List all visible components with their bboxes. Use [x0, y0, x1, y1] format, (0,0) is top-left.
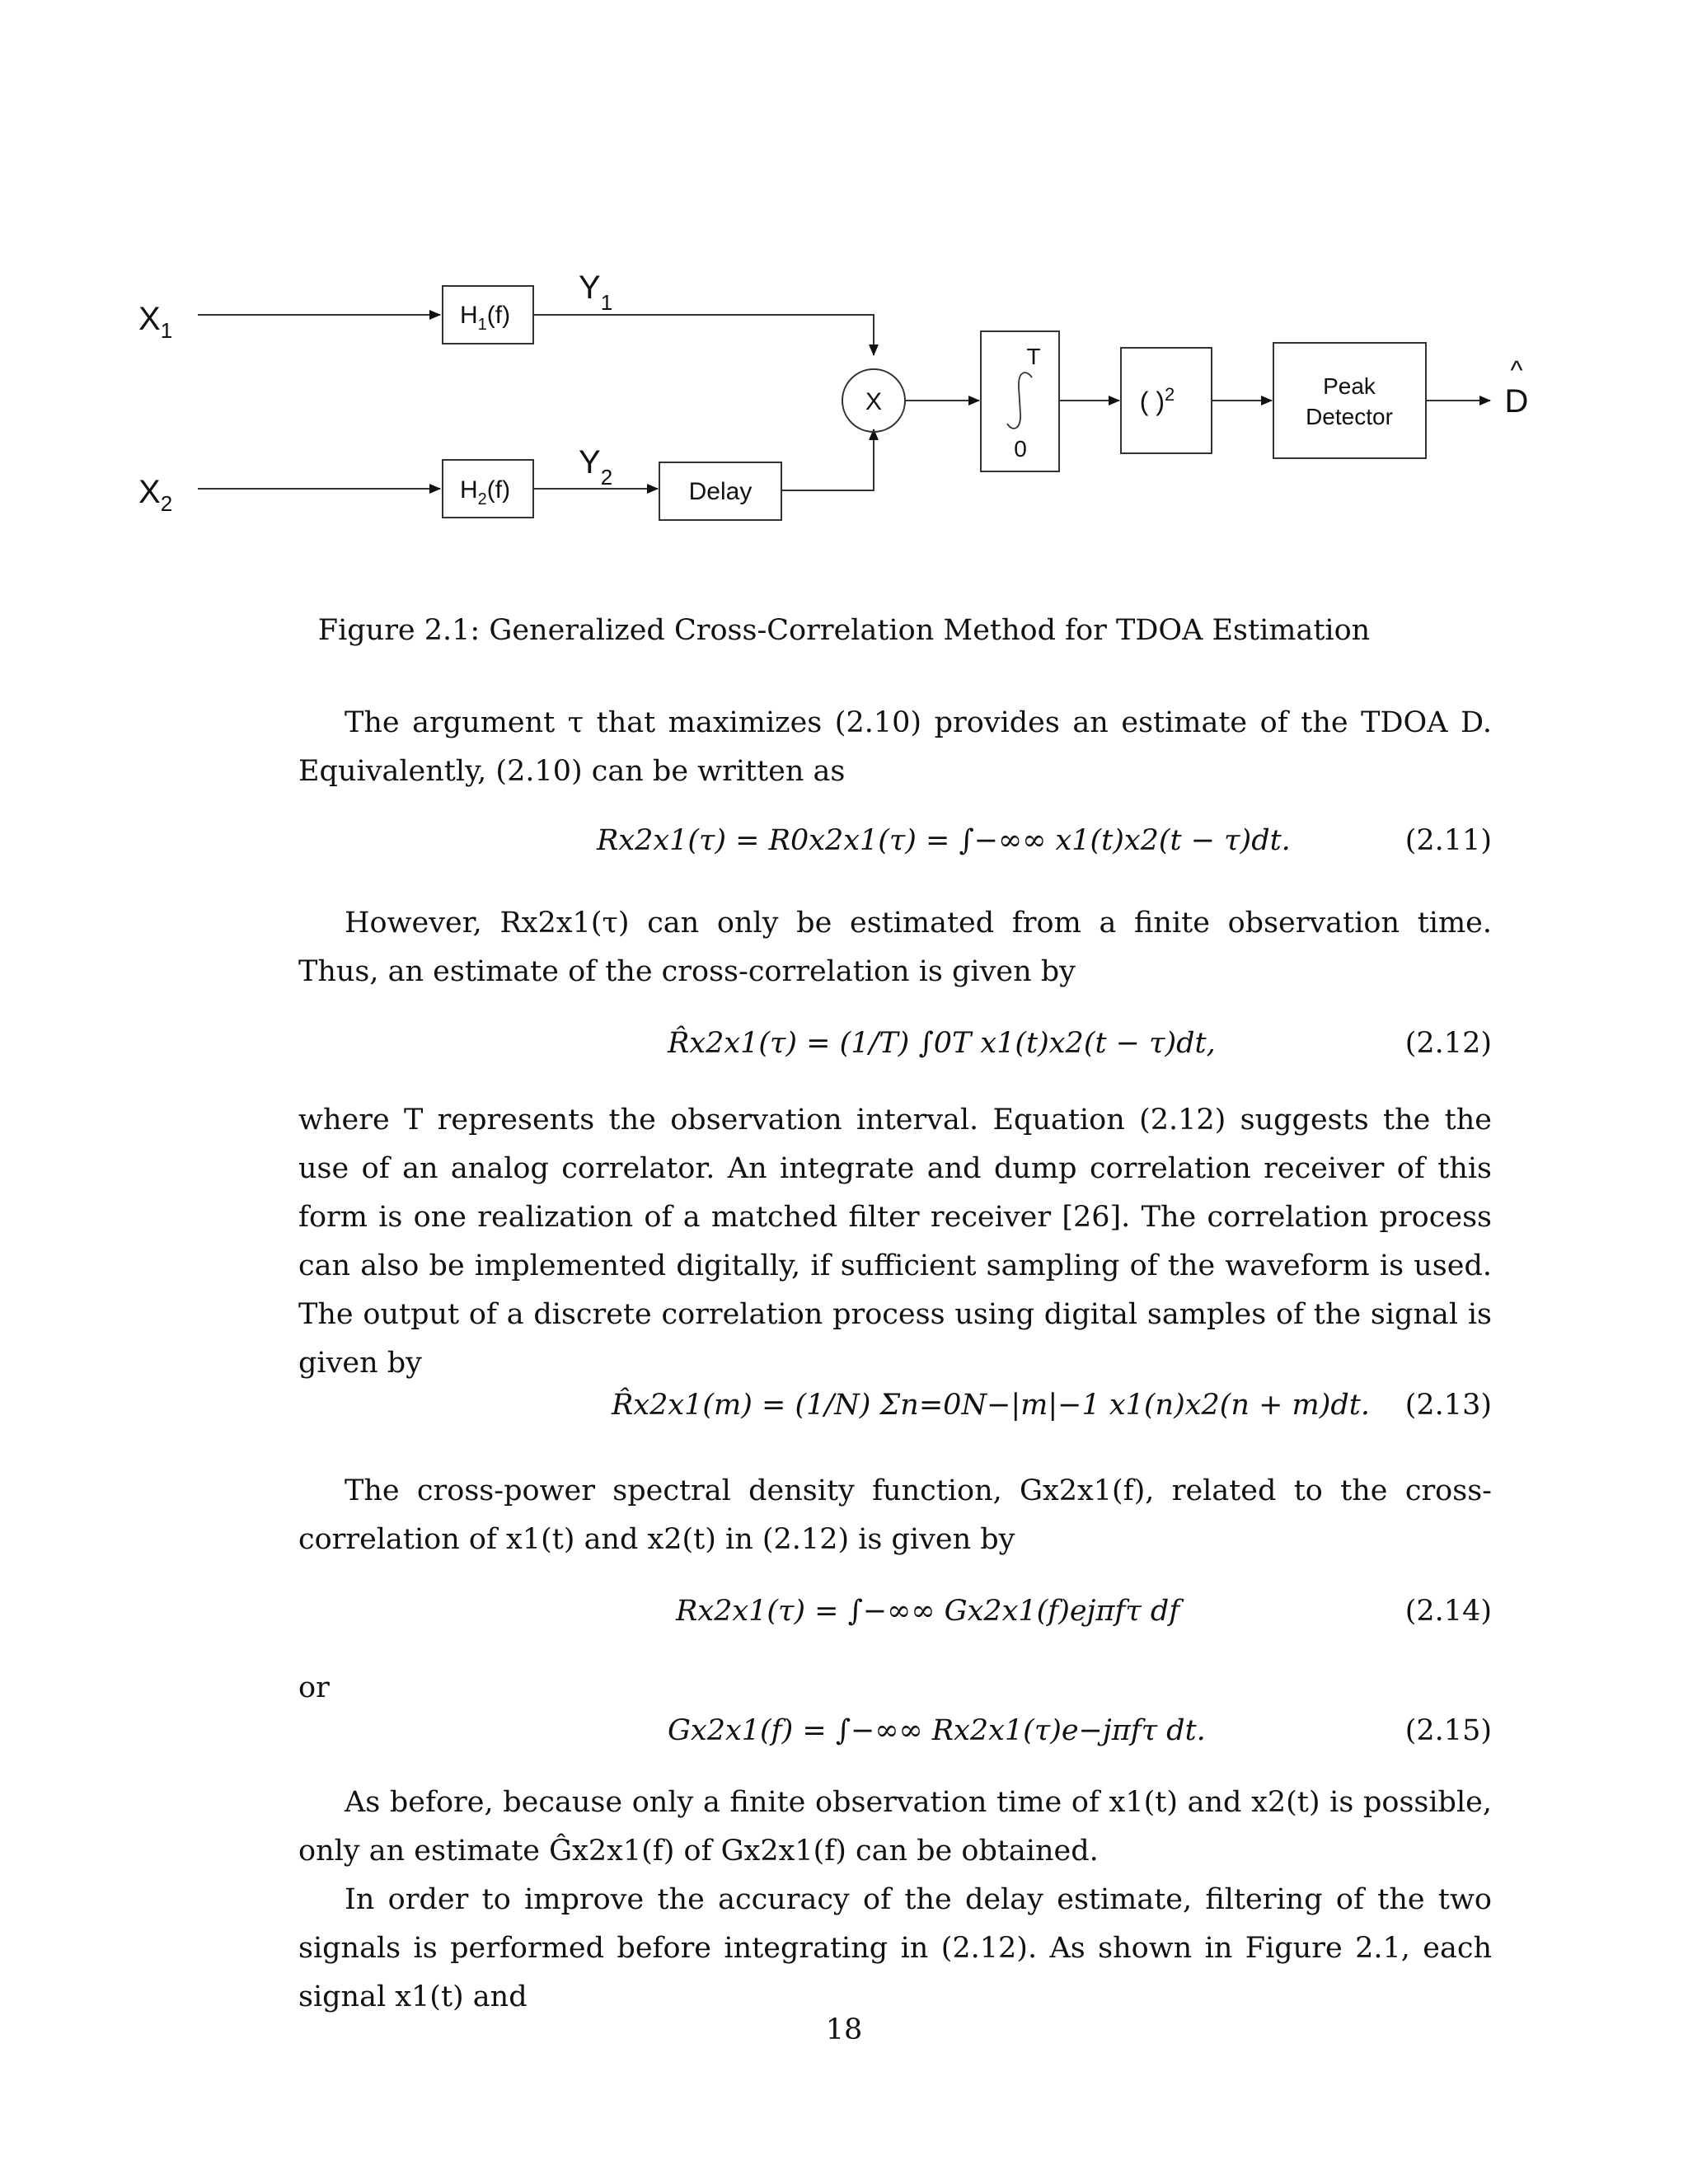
peak-detector-box — [1273, 343, 1426, 458]
paragraph-1 — [298, 699, 1492, 796]
paragraph-3-text: where T represents the observation interval. Equation (2.12) suggests the the use of an analog correlator. An integrate and dump correlation receiver of this form is one realization of a matched filter receiver [26]. The correlation process can also be implemented digitally, if sufficient sampling of the waveform is used. The output of a discrete correlation process using digital samples of the signal is given by — [298, 1104, 1492, 1380]
page-number: 18 — [825, 2013, 863, 2046]
multiplier-label: X — [865, 388, 883, 415]
paragraph-6-text: In order to improve the accuracy of the delay estimate, filtering of the two signals is performed before integrating in (2.12). As shown in Figure 2.1, each signal x1(t) and — [298, 1883, 1492, 2013]
output-hat: ^ — [1510, 355, 1523, 385]
h2-label: $H_2(f)$ — [460, 476, 511, 509]
gcc-block-diagram — [138, 264, 1574, 536]
paragraph-3 — [298, 1096, 1492, 1388]
y2-label: $Y_2$ — [579, 444, 613, 490]
delay-label: Delay — [688, 478, 753, 505]
y1-label: $Y_1$ — [579, 269, 613, 315]
equation-2-11-number: (2.11) — [1404, 824, 1492, 857]
equation-2-13-body: R̂x2x1(m) = (1/N) Σn=0N−|m|−1 x1(n)x2(n + m)dt. — [612, 1389, 1370, 1422]
y1-path — [533, 315, 874, 355]
integrator-lower-limit: 0 — [1014, 436, 1027, 462]
paragraph-1-text: The argument τ that maximizes (2.10) provides an estimate of the TDOA D. Equivalently, (2.10) can be written as — [298, 706, 1492, 788]
x1-label: $X_1$ — [138, 301, 173, 343]
equation-2-13-number: (2.13) — [1404, 1389, 1492, 1422]
paragraph-5 — [298, 1779, 1492, 1876]
paragraph-2-text: However, Rx2x1(τ) can only be estimated from a finite observation time. Thus, an estimate of the cross-correlation is given by — [298, 907, 1492, 988]
or-connector: or — [298, 1671, 330, 1704]
x2-label: $X_2$ — [138, 474, 173, 516]
square-label: ( )$^2$ — [1139, 384, 1175, 416]
equation-2-12 — [298, 1010, 1492, 1085]
equation-2-14 — [298, 1578, 1492, 1644]
h1-label: $H_1(f)$ — [460, 302, 511, 334]
integrator-upper-limit: T — [1026, 344, 1041, 369]
paragraph-5-text: As before, because only a finite observation time of x1(t) and x2(t) is possible, only an estimate Ĝx2x1(f) of Gx2x1(f) can be obtained. — [298, 1786, 1492, 1868]
integral-sign — [1007, 373, 1032, 429]
equation-2-12-number: (2.12) — [1404, 1027, 1492, 1060]
equation-2-14-number: (2.14) — [1404, 1595, 1492, 1628]
equation-2-14-body: Rx2x1(τ) = ∫−∞∞ Gx2x1(f)ejπfτ df — [676, 1595, 1180, 1628]
output-label: D — [1504, 383, 1529, 419]
paragraph-2 — [298, 899, 1492, 996]
paragraph-4-text: The cross-power spectral density function, Gx2x1(f), related to the cross-correlation of x1(t) and x2(t) in (2.12) is given by — [298, 1474, 1492, 1556]
peak-detector-line2: Detector — [1306, 404, 1393, 429]
equation-2-15-number: (2.15) — [1404, 1714, 1492, 1747]
equation-2-13 — [298, 1360, 1492, 1442]
figure-caption: Figure 2.1: Generalized Cross-Correlation Method for TDOA Estimation — [317, 614, 1371, 647]
equation-2-15-body: Gx2x1(f) = ∫−∞∞ Rx2x1(τ)e−jπfτ dt. — [668, 1714, 1206, 1747]
delay-path — [781, 429, 874, 490]
paragraph-6 — [298, 1876, 1492, 2022]
equation-2-12-body: R̂x2x1(τ) = (1/T) ∫0T x1(t)x2(t − τ)dt, — [668, 1027, 1216, 1060]
equation-2-15 — [298, 1698, 1492, 1764]
peak-detector-line1: Peak — [1323, 373, 1376, 399]
paragraph-4 — [298, 1467, 1492, 1564]
equation-2-11-body: Rx2x1(τ) = R0x2x1(τ) = ∫−∞∞ x1(t)x2(t − τ)dt. — [597, 824, 1291, 857]
equation-2-11 — [298, 808, 1492, 874]
